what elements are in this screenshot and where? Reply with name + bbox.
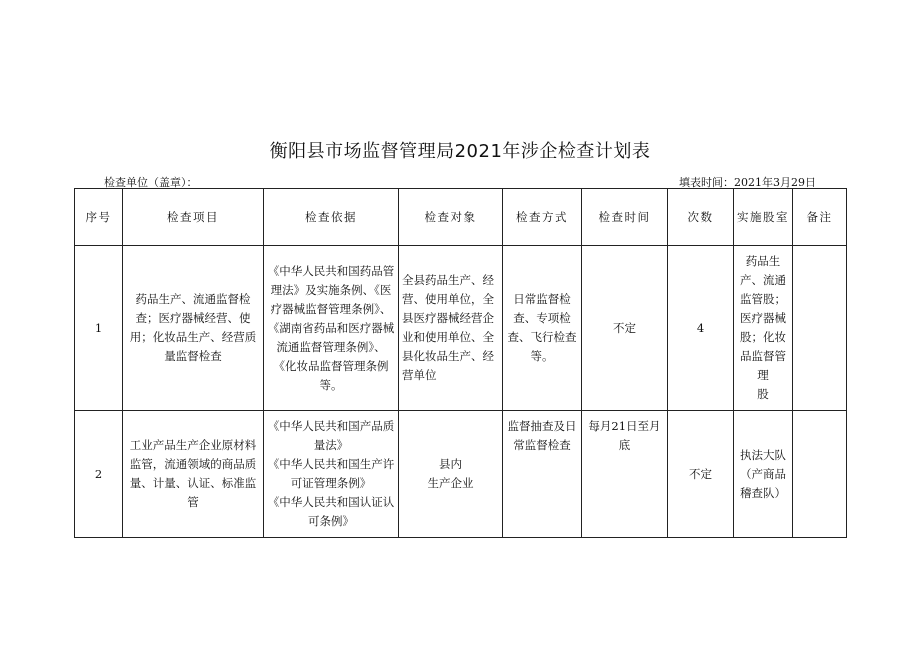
cell-target: 县内 生产企业 xyxy=(399,411,503,538)
table-header-row xyxy=(75,189,847,246)
cell-item: 药品生产、流通监督检查；医疗器械经营、使用；化妆品生产、经营质量监督检查 xyxy=(123,246,264,411)
header-method: 检查方式 xyxy=(503,189,582,246)
header-seq: 序号 xyxy=(75,189,123,246)
cell-target: 全县药品生产、经营、使用单位，全县医疗器械经营企业和使用单位、全县化妆品生产、经营单位 xyxy=(399,246,503,411)
cell-basis: 《中华人民共和国产品质量法》 《中华人民共和国生产许可证管理条例》 《中华人民共和国认证认可条例》 xyxy=(264,411,399,538)
header-dept: 实施股室 xyxy=(734,189,793,246)
cell-item: 工业产品生产企业原材料监管，流通领域的商品质量、计量、认证、标准监管 xyxy=(123,411,264,538)
header-time: 检查时间 xyxy=(582,189,668,246)
cell-dept: 药品生产、流通监管股；医疗器械股；化妆品监督管理 股 xyxy=(734,246,793,411)
cell-method: 日常监督检查、专项检查、飞行检查等。 xyxy=(503,246,582,411)
header-target: 检查对象 xyxy=(399,189,503,246)
cell-remark xyxy=(793,411,847,538)
header-remark: 备注 xyxy=(793,189,847,246)
inspection-unit-label: 检查单位（盖章）： xyxy=(104,176,198,189)
cell-seq: 1 xyxy=(75,246,123,411)
cell-count: 不定 xyxy=(668,411,734,538)
cell-dept: 执法大队（产商品稽查队） xyxy=(734,411,793,538)
page-title: 衡阳县市场监督管理局2021年涉企检查计划表 xyxy=(269,141,651,162)
header-count: 次数 xyxy=(668,189,734,246)
cell-time: 每月21日至月底 xyxy=(582,411,668,538)
table-row xyxy=(75,246,847,411)
table-row xyxy=(75,411,847,538)
cell-basis: 《中华人民共和国药品管理法》及实施条例、《医疗器械监督管理条例》、《湖南省药品和医疗器械流通监督管理条例》、 《化妆品监督管理条例等。 xyxy=(264,246,399,411)
header-basis: 检查依据 xyxy=(264,189,399,246)
cell-seq: 2 xyxy=(75,411,123,538)
cell-time: 不定 xyxy=(582,246,668,411)
header-item: 检查项目 xyxy=(123,189,264,246)
cell-remark xyxy=(793,246,847,411)
cell-count: 4 xyxy=(668,246,734,411)
fill-date-label: 填表时间：2021年3月29日 xyxy=(679,176,816,189)
cell-method: 监督抽查及日常监督检查 xyxy=(503,411,582,538)
inspection-plan-table xyxy=(74,188,847,538)
